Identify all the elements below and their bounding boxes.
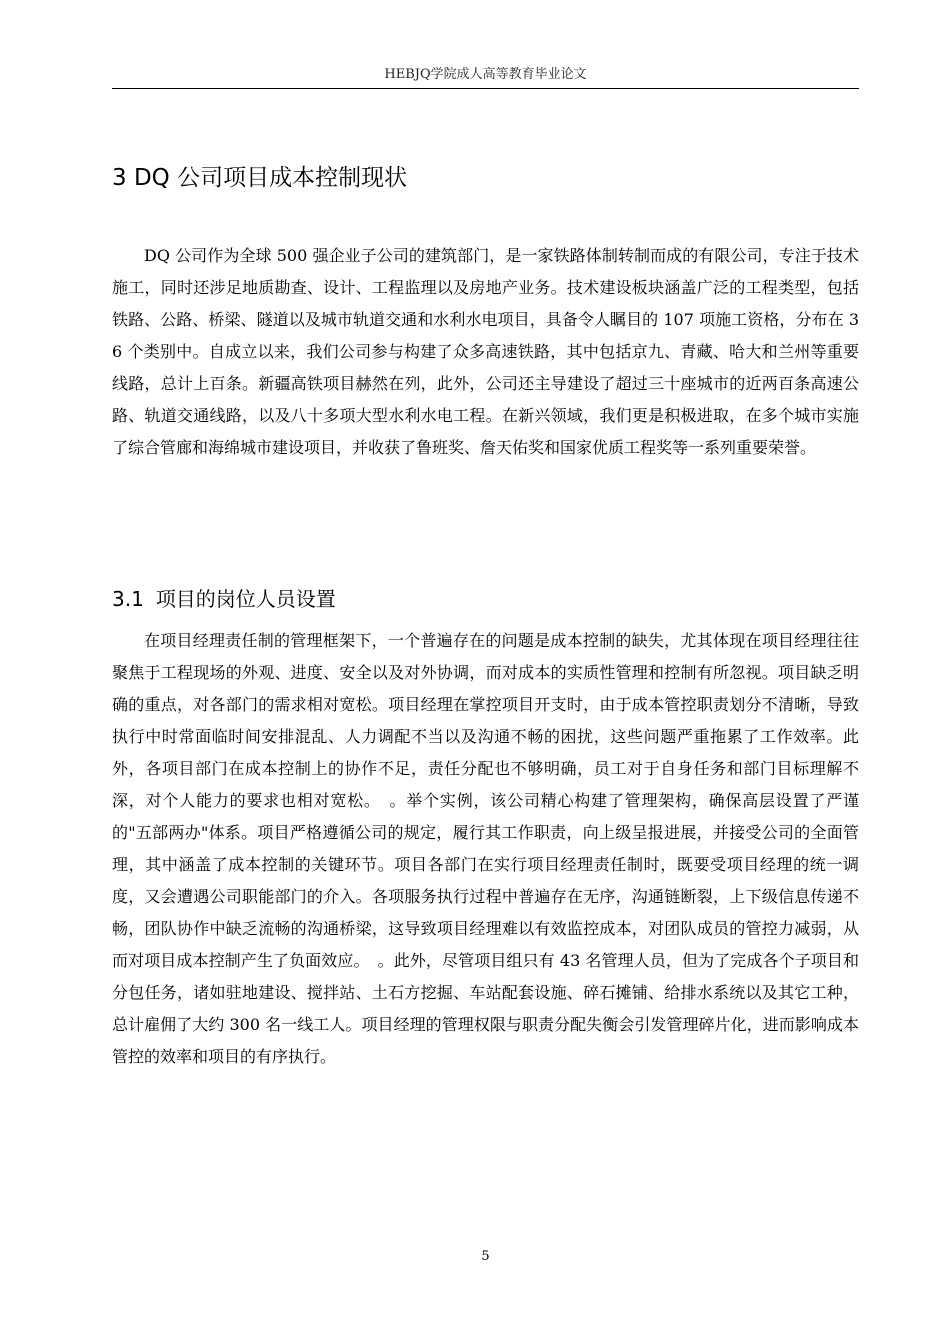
chapter-title: 3 DQ 公司项目成本控制现状 — [112, 165, 408, 191]
running-header: HEBJQ学院成人高等教育毕业论文 — [384, 67, 587, 82]
body-paragraph-intro: DQ 公司作为全球 500 强企业子公司的建筑部门，是一家铁路体制转制而成的有限公司，专注于技术施工，同时还涉足地质勘查、设计、工程监理以及房地产业务。技术建设板块涵盖广泛的工程类型，包括铁路、公路、桥梁、隧道以及城市轨道交通和水利水电项目，具备令人瞩目的 107 项施工资格，分布在 36 个类别中。自成立以来，我们公司参与构建了众多高速铁路，其中包括京九、青藏、哈大和兰州等重要线路，总计上百条。新疆高铁项目赫然在列，此外，公司还主导建设了超过三十座城市的近两百条高速公路、轨道交通线路，以及八十多项大型水利水电工程。在新兴领域，我们更是积极进取，在多个城市实施了综合管廊和海绵城市建设项目，并收获了鲁班奖、詹天佑奖和国家优质工程奖等一系列重要荣誉。 — [112, 246, 859, 457]
section-title-text: 项目的岗位人员设置 — [155, 587, 336, 611]
section-heading — [112, 582, 336, 616]
page-number: 5 — [481, 1249, 490, 1264]
section-number: 3.1 — [112, 587, 144, 611]
body-paragraph-staffing: 在项目经理责任制的管理框架下，一个普遍存在的问题是成本控制的缺失，尤其体现在项目经理往往聚焦于工程现场的外观、进度、安全以及对外协调，而对成本的实质性管理和控制有所忽视。项目缺乏明确的重点，对各部门的需求相对宽松。项目经理在掌控项目开支时，由于成本管控职责划分不清晰，导致执行中时常面临时间安排混乱、人力调配不当以及沟通不畅的困扰，这些问题严重拖累了工作效率。此外，各项目部门在成本控制上的协作不足，责任分配也不够明确，员工对于自身任务和部门目标理解不深，对个人能力的要求也相对宽松。 。举个实例，该公司精心构建了管理架构，确保高层设置了严谨的"五部两办"体系。项目严格遵循公司的规定，履行其工作职责，向上级呈报进展，并接受公司的全面管理，其中涵盖了成本控制的关键环节。项目各部门在实行项目经理责任制时，既要受项目经理的统一调度，又会遭遇公司职能部门的介入。各项服务执行过程中普遍存在无序，沟通链断裂，上下级信息传递不畅，团队协作中缺乏流畅的沟通桥梁，这导致项目经理难以有效监控成本，对团队成员的管控力减弱，从而对项目成本控制产生了负面效应。 。此外，尽管项目组只有 43 名管理人员，但为了完成各个子项目和分包任务，诸如驻地建设、搅拌站、土石方挖掘、车站配套设施、碎石摊铺、给排水系统以及其它工种，总计雇佣了大约 300 名一线工人。项目经理的管理权限与职责分配失衡会引发管理碎片化，进而影响成本管控的效率和项目的有序执行。 — [112, 631, 859, 1066]
header-rule — [112, 88, 859, 89]
